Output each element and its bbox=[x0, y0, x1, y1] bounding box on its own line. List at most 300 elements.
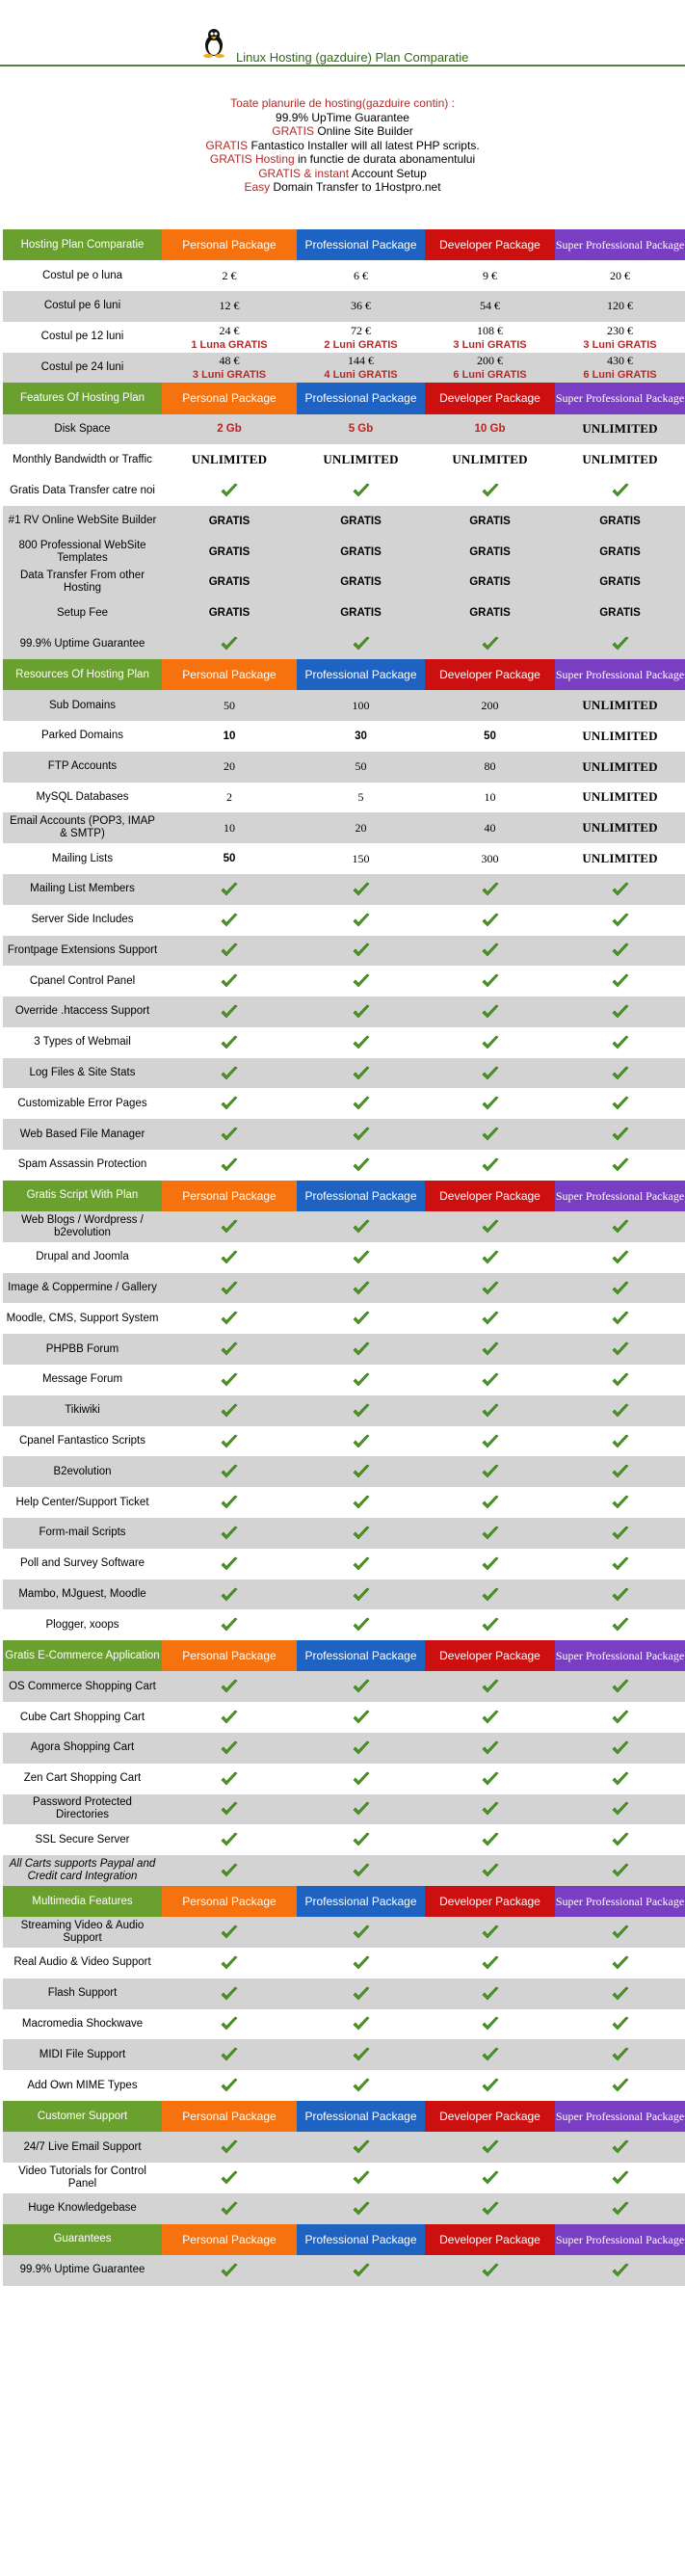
table-row bbox=[3, 1365, 685, 1395]
value-cell bbox=[425, 1549, 555, 1580]
checkmark-icon bbox=[352, 1371, 371, 1389]
checkmark-icon bbox=[611, 1800, 630, 1818]
value-cell bbox=[425, 568, 555, 598]
value-cell bbox=[297, 936, 425, 967]
value-cell bbox=[555, 996, 685, 1027]
value-cell bbox=[555, 414, 685, 445]
feature-label: 99.9% Uptime Guarantee bbox=[3, 2255, 162, 2286]
section-title: Multimedia Features bbox=[3, 1886, 162, 1917]
intro-line bbox=[0, 96, 685, 111]
feature-label: Moodle, CMS, Support System bbox=[6, 1312, 159, 1324]
checkmark-icon bbox=[220, 1371, 239, 1389]
cell-value: UNLIMITED bbox=[452, 452, 528, 467]
value-cell bbox=[555, 752, 685, 783]
value-cell bbox=[162, 1580, 297, 1610]
table-row bbox=[3, 1456, 685, 1487]
value-cell bbox=[297, 721, 425, 752]
section-title: Guarantees bbox=[3, 2224, 162, 2255]
value-cell bbox=[297, 1334, 425, 1365]
value-cell bbox=[425, 1733, 555, 1764]
feature-label: 3 Types of Webmail bbox=[34, 1036, 131, 1049]
feature-label: Parked Domains bbox=[40, 730, 123, 742]
intro-text: GRATIS bbox=[205, 138, 249, 152]
checkmark-icon bbox=[481, 1586, 500, 1604]
checkmark-icon bbox=[611, 1003, 630, 1021]
free-months-note: 3 Luni GRATIS bbox=[583, 338, 657, 351]
value-cell bbox=[425, 1119, 555, 1150]
checkmark-icon bbox=[352, 1831, 371, 1848]
checkmark-icon bbox=[481, 1862, 500, 1879]
checkmark-icon bbox=[352, 912, 371, 929]
value-cell bbox=[555, 1733, 685, 1764]
value-cell bbox=[555, 874, 685, 905]
value-cell bbox=[297, 353, 425, 384]
checkmark-icon bbox=[352, 1494, 371, 1511]
value-cell bbox=[162, 475, 297, 506]
package-header-4: Super Professional Package bbox=[555, 1886, 685, 1917]
value-cell bbox=[297, 1119, 425, 1150]
value-cell bbox=[555, 260, 685, 291]
value-cell bbox=[555, 1365, 685, 1395]
checkmark-icon bbox=[220, 881, 239, 898]
value-cell bbox=[555, 1764, 685, 1794]
value-cell bbox=[162, 2193, 297, 2224]
cell-value: GRATIS bbox=[599, 576, 641, 589]
cell-value: UNLIMITED bbox=[191, 452, 268, 467]
value-cell bbox=[555, 1549, 685, 1580]
table-row bbox=[3, 2070, 685, 2101]
value-cell bbox=[425, 905, 555, 936]
table-row bbox=[3, 1395, 685, 1426]
table-row bbox=[3, 1978, 685, 2009]
feature-label: Costul pe 6 luni bbox=[3, 291, 162, 322]
checkmark-icon bbox=[220, 1831, 239, 1848]
section-header-row bbox=[3, 2101, 685, 2132]
package-header-2: Professional Package bbox=[297, 383, 425, 413]
intro-line bbox=[0, 139, 685, 153]
checkmark-icon bbox=[352, 1924, 371, 1941]
table-row bbox=[3, 1211, 685, 1242]
header-divider bbox=[0, 65, 685, 66]
cell-value: GRATIS bbox=[340, 607, 382, 620]
intro-text: in functie de durata abonamentului bbox=[294, 152, 476, 166]
checkmark-icon bbox=[352, 1770, 371, 1788]
value-cell bbox=[425, 2070, 555, 2101]
checkmark-icon bbox=[220, 1494, 239, 1511]
checkmark-icon bbox=[352, 1739, 371, 1757]
checkmark-icon bbox=[220, 1218, 239, 1235]
checkmark-icon bbox=[352, 1862, 371, 1879]
cell-value: 20 bbox=[224, 759, 235, 774]
cell-value: 12 € bbox=[219, 299, 240, 313]
value-cell bbox=[297, 874, 425, 905]
table-row bbox=[3, 1088, 685, 1119]
checkmark-icon bbox=[352, 1065, 371, 1082]
feature-label: MySQL Databases bbox=[36, 790, 129, 803]
value-cell bbox=[425, 537, 555, 568]
value-cell bbox=[162, 690, 297, 721]
cell-value: 50 bbox=[355, 759, 367, 774]
value-cell bbox=[425, 690, 555, 721]
table-row bbox=[3, 537, 685, 568]
value-cell bbox=[555, 690, 685, 721]
value-cell bbox=[425, 1794, 555, 1825]
cell-value: UNLIMITED bbox=[582, 698, 658, 713]
value-cell bbox=[555, 598, 685, 628]
section-header-row bbox=[3, 229, 685, 260]
feature-label: Web Blogs / Wordpress / b2evolution bbox=[3, 1211, 162, 1242]
value-cell bbox=[297, 1702, 425, 1733]
feature-label: Plogger, xoops bbox=[45, 1618, 119, 1631]
package-header-3: Developer Package bbox=[425, 1886, 555, 1917]
checkmark-icon bbox=[611, 2200, 630, 2217]
package-header-1: Personal Package bbox=[162, 1640, 297, 1671]
feature-label: Mambo, MJguest, Moodle bbox=[3, 1580, 162, 1610]
checkmark-icon bbox=[352, 2169, 371, 2187]
section-header-row bbox=[3, 383, 685, 413]
table-row bbox=[3, 353, 685, 384]
feature-label: Monthly Bandwidth or Traffic bbox=[13, 453, 152, 465]
value-cell bbox=[425, 2255, 555, 2286]
checkmark-icon bbox=[481, 1985, 500, 2003]
feature-label: Costul pe 24 luni bbox=[3, 353, 162, 384]
intro-text: Online Site Builder bbox=[314, 124, 413, 138]
package-header-2: Professional Package bbox=[297, 1640, 425, 1671]
table-row bbox=[3, 2009, 685, 2040]
value-cell bbox=[162, 322, 297, 353]
value-cell bbox=[555, 1273, 685, 1304]
value-cell bbox=[555, 1518, 685, 1549]
table-row bbox=[3, 1273, 685, 1304]
feature-label: Message Forum bbox=[41, 1373, 123, 1386]
checkmark-icon bbox=[611, 1616, 630, 1633]
table-row bbox=[3, 414, 685, 445]
value-cell bbox=[297, 291, 425, 322]
value-cell bbox=[297, 752, 425, 783]
value-cell bbox=[297, 260, 425, 291]
cell-value: 144 € bbox=[348, 354, 374, 368]
package-header-1: Personal Package bbox=[162, 1181, 297, 1211]
checkmark-icon bbox=[481, 1678, 500, 1695]
cell-value: 300 bbox=[481, 851, 499, 865]
package-header-2: Professional Package bbox=[297, 2101, 425, 2132]
feature-label: Cube Cart Shopping Cart bbox=[19, 1711, 145, 1723]
value-cell bbox=[162, 1088, 297, 1119]
checkmark-icon bbox=[220, 912, 239, 929]
checkmark-icon bbox=[611, 1525, 630, 1542]
value-cell bbox=[297, 1978, 425, 2009]
feature-label: MIDI File Support bbox=[3, 2039, 162, 2070]
table-row bbox=[3, 1058, 685, 1089]
checkmark-icon bbox=[220, 1709, 239, 1726]
checkmark-icon bbox=[220, 1463, 239, 1480]
feature-label: Poll and Survey Software bbox=[19, 1557, 145, 1570]
feature-label: Tikiwiki bbox=[3, 1395, 162, 1426]
value-cell bbox=[425, 1211, 555, 1242]
cell-value: 20 bbox=[355, 820, 367, 835]
value-cell bbox=[162, 1058, 297, 1089]
value-cell bbox=[425, 1609, 555, 1640]
table-row bbox=[3, 936, 685, 967]
checkmark-icon bbox=[481, 1095, 500, 1112]
page-header bbox=[0, 0, 685, 67]
section-title: Features Of Hosting Plan bbox=[3, 383, 162, 413]
checkmark-icon bbox=[352, 1985, 371, 2003]
feature-label: Add Own MIME Types bbox=[27, 2079, 138, 2091]
table-row bbox=[3, 1824, 685, 1855]
cell-value: 10 Gb bbox=[474, 423, 506, 436]
value-cell bbox=[425, 966, 555, 996]
table-row bbox=[3, 598, 685, 628]
value-cell bbox=[297, 2009, 425, 2040]
package-header-3: Developer Package bbox=[425, 383, 555, 413]
checkmark-icon bbox=[352, 1463, 371, 1480]
feature-label: Log Files & Site Stats bbox=[3, 1058, 162, 1089]
value-cell bbox=[555, 1456, 685, 1487]
value-cell bbox=[555, 936, 685, 967]
checkmark-icon bbox=[481, 1156, 500, 1174]
value-cell bbox=[425, 752, 555, 783]
feature-label: Costul pe o luna bbox=[41, 269, 123, 281]
value-cell bbox=[555, 1855, 685, 1886]
checkmark-icon bbox=[481, 1800, 500, 1818]
value-cell bbox=[162, 506, 297, 537]
value-cell bbox=[425, 322, 555, 353]
cell-value: GRATIS bbox=[469, 607, 511, 620]
checkmark-icon bbox=[352, 1095, 371, 1112]
value-cell bbox=[162, 1549, 297, 1580]
value-cell bbox=[555, 2193, 685, 2224]
value-cell bbox=[425, 414, 555, 445]
checkmark-icon bbox=[611, 2015, 630, 2032]
checkmark-icon bbox=[352, 881, 371, 898]
checkmark-icon bbox=[352, 635, 371, 652]
checkmark-icon bbox=[352, 1586, 371, 1604]
value-cell bbox=[297, 1917, 425, 1948]
checkmark-icon bbox=[611, 1555, 630, 1573]
table-row bbox=[3, 721, 685, 752]
checkmark-icon bbox=[220, 1586, 239, 1604]
value-cell bbox=[425, 1334, 555, 1365]
value-cell bbox=[162, 783, 297, 813]
cell-value: 6 € bbox=[354, 268, 368, 282]
value-cell bbox=[425, 1580, 555, 1610]
value-cell bbox=[162, 1426, 297, 1457]
cell-value: 10 bbox=[224, 820, 235, 835]
value-cell bbox=[555, 1426, 685, 1457]
checkmark-icon bbox=[220, 2015, 239, 2032]
checkmark-icon bbox=[481, 972, 500, 990]
package-header-3: Developer Package bbox=[425, 1640, 555, 1671]
checkmark-icon bbox=[352, 2262, 371, 2279]
value-cell bbox=[425, 598, 555, 628]
checkmark-icon bbox=[481, 1280, 500, 1297]
intro-line bbox=[0, 152, 685, 167]
free-months-note: 3 Luni GRATIS bbox=[453, 338, 527, 351]
value-cell bbox=[297, 1303, 425, 1334]
checkmark-icon bbox=[611, 2046, 630, 2063]
value-cell bbox=[555, 1978, 685, 2009]
value-cell bbox=[162, 2163, 297, 2193]
checkmark-icon bbox=[611, 1433, 630, 1450]
checkmark-icon bbox=[611, 942, 630, 959]
checkmark-icon bbox=[481, 1341, 500, 1358]
checkmark-icon bbox=[220, 1800, 239, 1818]
checkmark-icon bbox=[220, 1280, 239, 1297]
value-cell bbox=[425, 291, 555, 322]
checkmark-icon bbox=[611, 1463, 630, 1480]
value-cell bbox=[555, 966, 685, 996]
intro-text: Easy bbox=[244, 180, 271, 194]
plan-comparison-table bbox=[3, 229, 685, 2286]
checkmark-icon bbox=[220, 942, 239, 959]
cell-value: 20 € bbox=[610, 268, 630, 282]
checkmark-icon bbox=[611, 1862, 630, 1879]
feature-label: Customizable Error Pages bbox=[17, 1097, 147, 1109]
checkmark-icon bbox=[352, 1280, 371, 1297]
cell-value: 100 bbox=[352, 698, 370, 712]
section-header-row bbox=[3, 659, 685, 690]
value-cell bbox=[425, 2132, 555, 2163]
checkmark-icon bbox=[352, 942, 371, 959]
value-cell bbox=[555, 1211, 685, 1242]
package-header-1: Personal Package bbox=[162, 2224, 297, 2255]
checkmark-icon bbox=[481, 942, 500, 959]
value-cell bbox=[297, 1671, 425, 1702]
package-header-4: Super Professional Package bbox=[555, 1181, 685, 1211]
value-cell bbox=[297, 905, 425, 936]
value-cell bbox=[297, 1580, 425, 1610]
cell-value: 2 Gb bbox=[217, 423, 242, 436]
checkmark-icon bbox=[220, 1954, 239, 1972]
cell-value: GRATIS bbox=[599, 607, 641, 620]
value-cell bbox=[555, 506, 685, 537]
table-row bbox=[3, 475, 685, 506]
cell-value: 200 € bbox=[477, 354, 503, 368]
feature-label: 800 Professional WebSite Templates bbox=[3, 537, 162, 568]
feature-label: #1 RV Online WebSite Builder bbox=[3, 506, 162, 537]
table-row bbox=[3, 2193, 685, 2224]
checkmark-icon bbox=[611, 1924, 630, 1941]
feature-label: All Carts supports Paypal and Credit card Integration bbox=[3, 1855, 162, 1886]
value-cell bbox=[162, 291, 297, 322]
checkmark-icon bbox=[611, 881, 630, 898]
value-cell bbox=[297, 996, 425, 1027]
checkmark-icon bbox=[481, 1739, 500, 1757]
tux-penguin-icon bbox=[198, 26, 230, 59]
value-cell bbox=[297, 1609, 425, 1640]
value-cell bbox=[425, 1487, 555, 1518]
package-header-4: Super Professional Package bbox=[555, 659, 685, 690]
checkmark-icon bbox=[220, 1310, 239, 1327]
value-cell bbox=[425, 1088, 555, 1119]
checkmark-icon bbox=[220, 2046, 239, 2063]
feature-label: Override .htaccess Support bbox=[3, 996, 162, 1027]
value-cell bbox=[555, 1917, 685, 1948]
checkmark-icon bbox=[220, 1678, 239, 1695]
value-cell bbox=[162, 1518, 297, 1549]
checkmark-icon bbox=[611, 482, 630, 499]
checkmark-icon bbox=[220, 635, 239, 652]
table-row bbox=[3, 1580, 685, 1610]
feature-label: Spam Assassin Protection bbox=[17, 1158, 147, 1171]
value-cell bbox=[425, 475, 555, 506]
section-header-row bbox=[3, 1886, 685, 1917]
checkmark-icon bbox=[220, 1003, 239, 1021]
checkmark-icon bbox=[481, 1371, 500, 1389]
checkmark-icon bbox=[611, 1954, 630, 1972]
feature-label: OS Commerce Shopping Cart bbox=[3, 1671, 162, 1702]
value-cell bbox=[297, 568, 425, 598]
checkmark-icon bbox=[481, 1709, 500, 1726]
value-cell bbox=[162, 2009, 297, 2040]
cell-value: 10 bbox=[484, 789, 496, 804]
package-header-4: Super Professional Package bbox=[555, 1640, 685, 1671]
package-header-4: Super Professional Package bbox=[555, 383, 685, 413]
value-cell bbox=[555, 1119, 685, 1150]
value-cell bbox=[425, 2163, 555, 2193]
checkmark-icon bbox=[481, 1003, 500, 1021]
checkmark-icon bbox=[352, 2077, 371, 2094]
checkmark-icon bbox=[481, 2169, 500, 2187]
checkmark-icon bbox=[611, 1310, 630, 1327]
value-cell bbox=[162, 966, 297, 996]
value-cell bbox=[162, 1702, 297, 1733]
checkmark-icon bbox=[611, 1739, 630, 1757]
package-header-3: Developer Package bbox=[425, 2101, 555, 2132]
table-row bbox=[3, 1764, 685, 1794]
table-row bbox=[3, 1609, 685, 1640]
value-cell bbox=[162, 721, 297, 752]
table-row bbox=[3, 1334, 685, 1365]
value-cell bbox=[162, 1733, 297, 1764]
value-cell bbox=[555, 1824, 685, 1855]
intro-text: GRATIS Hosting bbox=[209, 152, 295, 166]
table-row bbox=[3, 966, 685, 996]
value-cell bbox=[297, 1273, 425, 1304]
cell-value: UNLIMITED bbox=[582, 728, 658, 743]
value-cell bbox=[297, 1395, 425, 1426]
value-cell bbox=[162, 537, 297, 568]
value-cell bbox=[297, 1824, 425, 1855]
checkmark-icon bbox=[352, 1126, 371, 1143]
value-cell bbox=[555, 1150, 685, 1181]
checkmark-icon bbox=[611, 2138, 630, 2156]
value-cell bbox=[162, 1365, 297, 1395]
feature-label: Real Audio & Video Support bbox=[13, 1956, 151, 1969]
table-row bbox=[3, 1855, 685, 1886]
section-title: Hosting Plan Comparatie bbox=[3, 229, 162, 260]
checkmark-icon bbox=[611, 1341, 630, 1358]
value-cell bbox=[555, 1794, 685, 1825]
table-row bbox=[3, 690, 685, 721]
feature-label: Huge Knowledgebase bbox=[3, 2193, 162, 2224]
cell-value: GRATIS bbox=[599, 545, 641, 558]
value-cell bbox=[425, 1855, 555, 1886]
value-cell bbox=[555, 2009, 685, 2040]
value-cell bbox=[555, 1027, 685, 1058]
checkmark-icon bbox=[352, 1156, 371, 1174]
feature-label: 99.9% Uptime Guarantee bbox=[3, 628, 162, 659]
feature-label: Zen Cart Shopping Cart bbox=[23, 1772, 142, 1785]
feature-label: Streaming Video & Audio Support bbox=[3, 1917, 162, 1948]
value-cell bbox=[297, 1487, 425, 1518]
feature-label: Server Side Includes bbox=[31, 914, 134, 926]
checkmark-icon bbox=[481, 1954, 500, 1972]
checkmark-icon bbox=[352, 2138, 371, 2156]
table-row bbox=[3, 2039, 685, 2070]
feature-label: Setup Fee bbox=[3, 598, 162, 628]
